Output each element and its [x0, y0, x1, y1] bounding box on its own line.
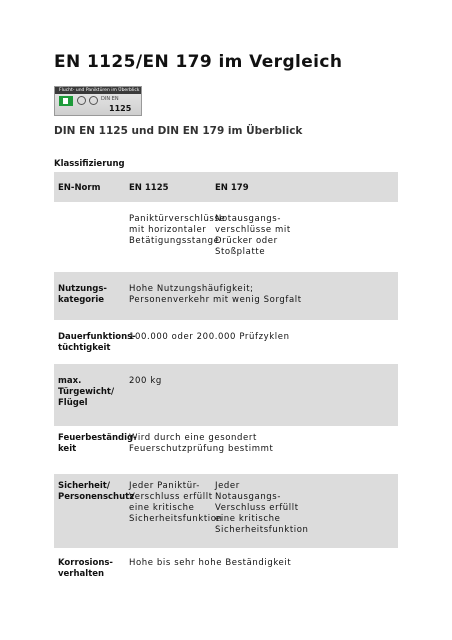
- row-label: Korrosions- verhalten: [58, 558, 113, 579]
- header-en179: EN 179: [215, 183, 249, 193]
- cell-en179: Jeder Notausgangs- Verschluss erfüllt eine kritische Sicherheitsfunktion: [215, 481, 309, 535]
- page-title: EN 1125/EN 179 im Vergleich: [54, 52, 343, 72]
- table-row: [54, 426, 398, 474]
- row-label: Feuerbeständig- keit: [58, 433, 137, 454]
- row-label: max. Türgewicht/ Flügel: [58, 376, 115, 408]
- cell-en1125: Jeder Paniktür- Verschluss erfüllt eine kritische Sicherheitsfunktion: [129, 481, 223, 524]
- table-row: [54, 320, 398, 364]
- emergency-exit-icon: [59, 96, 73, 106]
- cell-en1125: Hohe Nutzungshäufigkeit; Personenverkehr mit wenig Sorgfalt: [129, 284, 302, 305]
- banner-line2: 1125: [109, 104, 132, 113]
- table-header-row: [54, 172, 398, 202]
- cell-en1125: 100.000 oder 200.000 Prüfzyklen: [129, 332, 290, 342]
- row-label: Dauerfunktions- tüchtigkeit: [58, 332, 136, 353]
- header-en1125: EN 1125: [129, 183, 169, 193]
- table-row: [54, 202, 398, 272]
- table-row: [54, 474, 398, 548]
- row-label: Nutzungs- kategorie: [58, 284, 107, 305]
- cell-en1125: Hohe bis sehr hohe Beständigkeit: [129, 558, 292, 568]
- banner-strip: Flucht- und Paniktüren im Überblick: [55, 87, 141, 94]
- banner-line1: DIN EN: [101, 96, 119, 102]
- section-title: DIN EN 1125 und DIN EN 179 im Überblick: [54, 125, 303, 137]
- banner-image: [54, 86, 142, 116]
- seal-icon: [77, 96, 86, 105]
- table-row: [54, 272, 398, 320]
- cell-en179: Notausgangs- verschlüsse mit Drücker oder Stoßplatte: [215, 214, 291, 257]
- seal-icon: [89, 96, 98, 105]
- cell-en1125: 200 kg: [129, 376, 162, 386]
- classification-label: Klassifizierung: [54, 159, 125, 169]
- cell-en1125: Wird durch eine gesondert Feuerschutzprüfung bestimmt: [129, 433, 274, 454]
- cell-en1125: Paniktürverschlüsse mit horizontaler Betätigungsstange: [129, 214, 226, 246]
- header-en-norm: EN-Norm: [58, 183, 101, 193]
- row-label: Sicherheit/ Personenschutz: [58, 481, 135, 502]
- table-row: [54, 548, 398, 598]
- table-row: [54, 364, 398, 426]
